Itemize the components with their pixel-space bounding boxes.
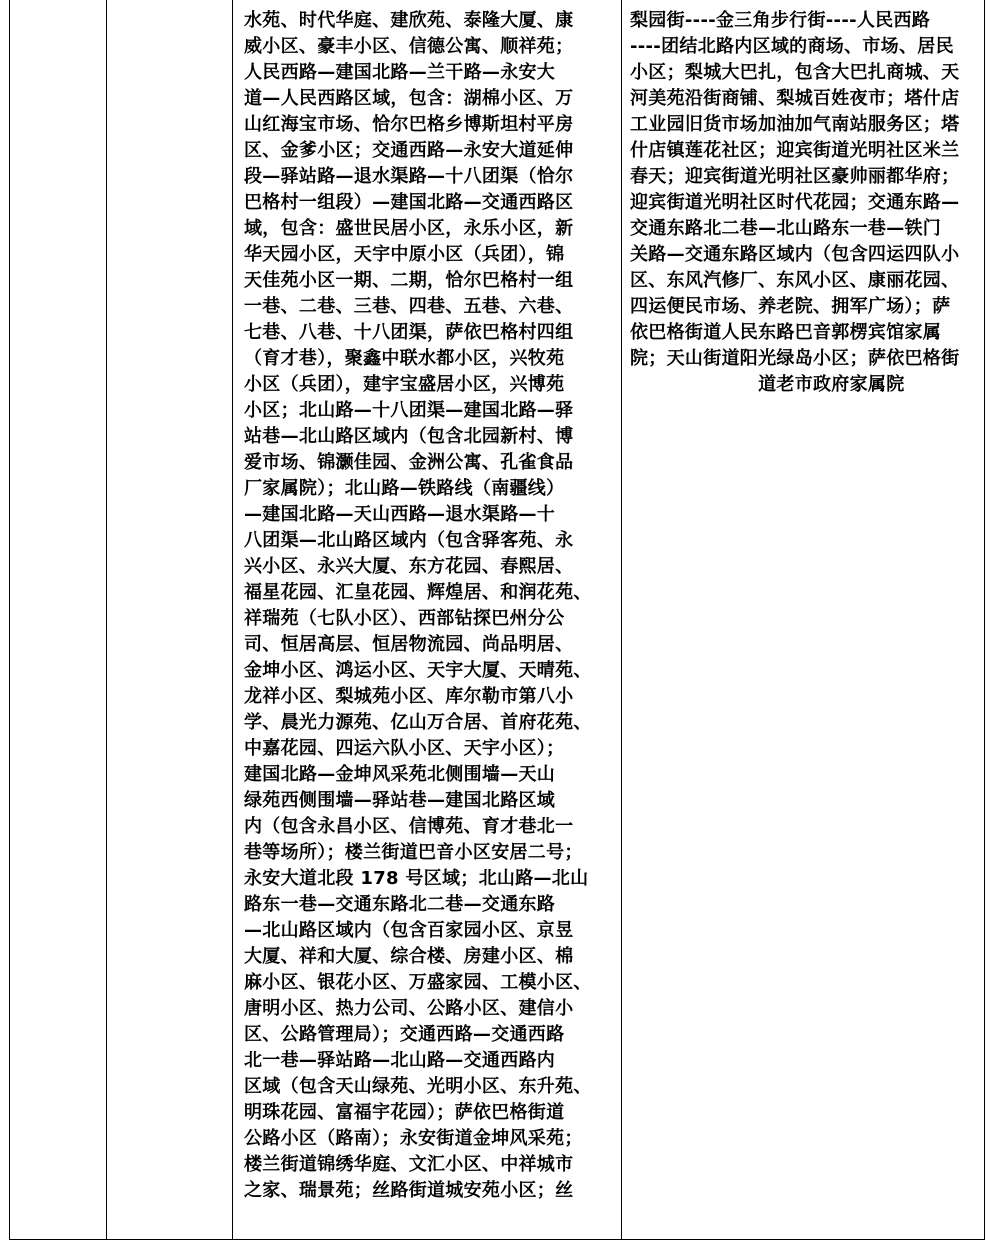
table-cell-areas-secondary (622, 0, 984, 1239)
area-list-table (9, 0, 985, 1240)
table-cell-areas-primary (233, 0, 622, 1239)
table-cell-index (10, 0, 107, 1239)
table-cell-district (107, 0, 233, 1239)
areas-primary-text: 水苑、时代华庭、建欣苑、泰隆大厦、康 威小区、豪丰小区、信德公寓、顺祥苑； 人民西路—建国北路—兰干路—永安大 道—人民西路区域，包含：湖棉小区、万 山红海宝市场、恰尔巴格乡博斯坦村平房 区、金爹小区；交通西路—永安大道延伸 段—驿站路—退水渠路—十八团渠（恰尔 巴格村一组段）—建国北路—交通西路区 域，包含：盛世民居小区，永乐小区，新 华天园小区，天宇中原小区（兵团），锦 天佳苑小区一期、二期，恰尔巴格村一组 一巷、二巷、三巷、四巷、五巷、六巷、 七巷、八巷、十八团渠，萨依巴格村四组 （育才巷），聚鑫中联水都小区，兴牧苑 小区（兵团），建宇宝盛居小区，兴博苑 小区；北山路—十八团渠—建国北路—驿 站巷—北山路区域内（包含北园新村、博 爱市场、锦灏佳园、金洲公寓、孔雀食品 厂家属院）；北山路—铁路线（南疆线） —建国北路—天山西路—退水渠路—十 八团渠—北山路区域内（包含驿客苑、永 兴小区、永兴大厦、东方花园、春熙居、 福星花园、汇皇花园、辉煌居、和润花苑、 祥瑞苑（七队小区）、西部钻探巴州分公 司、恒居高层、恒居物流园、尚品明居、 金坤小区、鸿运小区、天宇大厦、天晴苑、 龙祥小区、梨城苑小区、库尔勒市第八小 学、晨光力源苑、亿山万合居、首府花苑、 中嘉花园、四运六队小区、天宇小区）； 建国北路—金坤风采苑北侧围墙—天山 绿苑西侧围墙—驿站巷—建国北路区域 内（包含永昌小区、信博苑、育才巷北一 巷等场所）；楼兰街道巴音小区安居二号； 永安大道北段 178 号区域；北山路—北山 路东一巷—交通东路北二巷—交通东路 —北山路区域内（包含百家园小区、京昱 大厦、祥和大厦、综合楼、房建小区、棉 麻小区、银花小区、万盛家园、工模小区、 唐明小区、热力公司、公路小区、建信小 区、公路管理局）；交通西路—交通西路 北一巷—驿站路—北山路—交通西路内 区域（包含天山绿苑、光明小区、东升苑、 明珠花园、富福宇花园）；萨依巴格街道 公路小区（路南）；永安街道金坤风采苑； 楼兰街道锦绣华庭、文汇小区、中祥城市 之家、瑞景苑；丝路街道城安苑小区；丝 (244, 10, 592, 1201)
areas-secondary-text: 梨园街----金三角步行街----人民西路 ----团结北路内区域的商场、市场、居民 小区；梨城大巴扎，包含大巴扎商城、天 河美苑沿街商铺、梨城百姓夜市；塔什店 工业园旧货市场加油加气南站服务区；塔 什店镇莲花社区；迎宾街道光明社区米兰 春天；迎宾街道光明社区豪帅丽都华府； 迎宾街道光明社区时代花园；交通东路— 交通东路北二巷—北山路东一巷—铁门 关路—交通东路区域内（包含四运四队小 区、东风汽修厂、东风小区、康丽花园、 四运便民市场、养老院、拥军广场）；萨 依巴格街道人民东路巴音郭楞宾馆家属 院；天山街道阳光绿岛小区；萨依巴格街 道老市政府家属院 (630, 10, 960, 395)
